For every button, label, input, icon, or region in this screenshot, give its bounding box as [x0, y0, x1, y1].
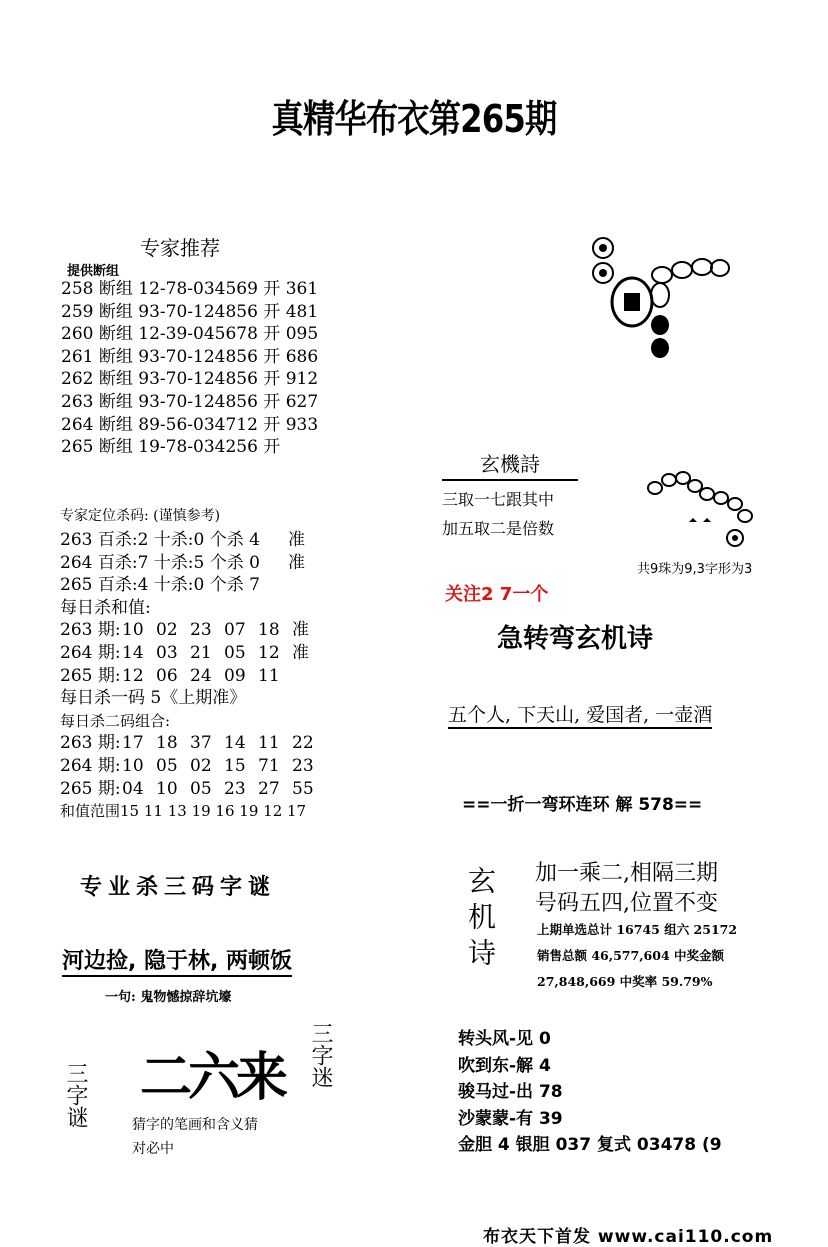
number-cell: 12	[258, 642, 280, 663]
period-label: 264 期:	[60, 642, 121, 663]
two-code-row	[60, 778, 350, 801]
fold-riddle: ==一折一弯环连环 解 578==	[462, 795, 703, 815]
sum-range-label: 和值范围	[60, 802, 121, 821]
sum-kill-row	[60, 642, 350, 665]
number-cell: 05	[156, 755, 178, 776]
two-code-rows	[60, 732, 350, 800]
number-cell: 10	[122, 755, 144, 776]
number-cell: 23	[292, 755, 314, 776]
riddle-hint: 猜字的笔画和含义猜	[132, 1117, 258, 1133]
tip-line: 沙蒙蒙-有 39	[458, 1108, 563, 1129]
riddle-hint-2: 对必中	[132, 1141, 174, 1157]
position-kill-row	[60, 552, 350, 575]
sharp-turn-title: 急转弯玄机诗	[497, 624, 654, 654]
riddle-side-left: 三字谜	[63, 1062, 88, 1128]
follow-note: 关注2 7一个	[445, 584, 549, 605]
tip-line: 骏马过-出 78	[458, 1082, 563, 1102]
number-cell: 10	[122, 620, 144, 641]
number-cell: 02	[190, 755, 212, 776]
number-cell: 11	[258, 665, 280, 686]
period-label: 265 期:	[60, 778, 121, 799]
position-kill-text: 263 百杀:2 十杀:0 个杀 4	[60, 530, 260, 550]
sum-kill-row	[60, 665, 350, 688]
number-cell: 14	[224, 733, 246, 754]
sum-kill-rows	[60, 619, 350, 687]
expert-row: 263 断组 93-70-124856 开 627	[61, 391, 319, 412]
expert-row: 265 断组 19-78-034256 开	[61, 437, 281, 458]
period-label: 263 期:	[60, 733, 121, 754]
accuracy-mark: 准	[292, 642, 309, 663]
number-cell: 22	[292, 733, 314, 754]
xuanji-line-1: 三取一七跟其中	[442, 490, 555, 509]
sum-kill-heading: 每日杀和值:	[60, 597, 151, 618]
number-cell: 14	[122, 642, 144, 663]
accuracy-mark: 准	[287, 552, 305, 573]
number-cell: 05	[190, 778, 212, 799]
number-cell: 09	[224, 665, 246, 686]
two-code-row	[60, 755, 350, 778]
number-cell: 10	[156, 778, 178, 799]
expert-row: 264 断组 89-56-034712 开 933	[61, 414, 319, 435]
poem-stat-1: 上期单选总计 16745 组六 25172	[537, 922, 738, 937]
position-kill-rows	[60, 529, 350, 597]
position-kill-heading: 专家定位杀码: (谨慎参考)	[60, 508, 221, 524]
number-cell: 27	[258, 778, 280, 799]
position-kill-text: 265 百杀:4 十杀:0 个杀 7	[60, 575, 260, 596]
expert-row: 262 断组 93-70-124856 开 912	[61, 369, 319, 390]
beads-caption: 共9珠为9,3字形为3	[637, 562, 753, 577]
xuanji-title: 玄機詩	[442, 448, 578, 481]
tip-line: 金胆 4 银胆 037 复式 03478 (9	[458, 1135, 722, 1155]
position-kill-row	[60, 574, 350, 597]
number-cell: 02	[156, 620, 178, 641]
one-code-kill: 每日杀一码 5《上期准》	[60, 688, 247, 709]
number-cell: 12	[122, 665, 144, 686]
number-cell: 04	[122, 778, 144, 799]
poem-line-2: 号码五四,位置不变	[535, 891, 718, 916]
number-cell: 07	[224, 620, 246, 641]
number-cell: 55	[292, 778, 314, 799]
number-cell: 24	[190, 665, 212, 686]
number-cell: 15	[224, 755, 246, 776]
expert-row: 258 断组 12-78-034569 开 361	[61, 279, 319, 299]
beads-chain-icon	[645, 466, 765, 556]
period-label: 264 期:	[60, 755, 121, 776]
number-cell: 21	[190, 642, 212, 663]
number-cell: 03	[156, 642, 178, 663]
expert-heading: 专家推荐	[140, 236, 220, 260]
sum-range-values: 15 11 13 19 16 19 12 17	[120, 802, 307, 821]
expert-rows	[61, 278, 318, 459]
position-kill-text: 264 百杀:7 十杀:5 个杀 0	[60, 552, 260, 573]
number-cell: 17	[122, 733, 144, 754]
number-cell: 06	[156, 665, 178, 686]
two-code-heading: 每日杀二码组合:	[60, 711, 171, 730]
expert-row: 260 断组 12-39-045678 开 095	[61, 324, 319, 345]
page-title: 真精华布衣第265期	[271, 97, 557, 141]
accuracy-mark: 准	[292, 620, 309, 641]
riddle-big: 二六来	[140, 1048, 285, 1108]
position-kill-section	[60, 505, 350, 823]
sharp-turn-text: 五个人, 下天山, 爱国者, 一壶酒	[448, 700, 712, 729]
riddle-text: 河边捡, 隐于林, 两顿饭	[62, 944, 292, 977]
expert-subheading: 提供断组	[67, 264, 120, 279]
number-cell: 23	[190, 620, 212, 641]
number-cell: 23	[224, 778, 246, 799]
expert-row: 261 断组 93-70-124856 开 686	[61, 346, 319, 367]
riddle-one-line: 一句: 鬼物憾掠辞坑壕	[105, 990, 232, 1005]
poem-stat-3: 27,848,669 中奖率 59.79%	[537, 974, 713, 989]
number-cell: 37	[190, 733, 212, 754]
riddle-side-right: 三字迷	[308, 1022, 333, 1088]
sum-range	[60, 800, 350, 823]
number-cell: 71	[258, 755, 280, 776]
tip-line: 吹到东-解 4	[458, 1055, 551, 1076]
expert-row: 259 断组 93-70-124856 开 481	[61, 301, 319, 322]
tips-list	[458, 1026, 722, 1159]
expert-section	[55, 228, 345, 463]
xuanji-box	[442, 448, 578, 539]
position-kill-row	[60, 529, 350, 552]
period-label: 265 期:	[60, 665, 121, 686]
number-cell: 18	[258, 620, 280, 641]
two-code-row	[60, 732, 350, 755]
number-cell: 05	[224, 642, 246, 663]
sum-kill-row	[60, 619, 350, 642]
poem-stat-2: 销售总额 46,577,604 中奖金额	[537, 948, 724, 963]
riddle-heading: 专业杀三码字谜	[80, 875, 277, 900]
number-cell: 18	[156, 733, 178, 754]
number-cell: 11	[258, 733, 280, 754]
beads-image-icon	[582, 230, 732, 370]
poem-line-1: 加一乘二,相隔三期	[535, 861, 718, 886]
footer-site: 布衣天下首发 www.cai110.com	[483, 1227, 774, 1247]
period-label: 263 期:	[60, 620, 121, 641]
xuanji-line-2: 加五取二是倍数	[442, 519, 555, 538]
poem-side-title: 玄机诗	[464, 866, 497, 974]
accuracy-mark: 准	[287, 530, 305, 550]
tip-line: 转头风-见 0	[458, 1029, 551, 1049]
